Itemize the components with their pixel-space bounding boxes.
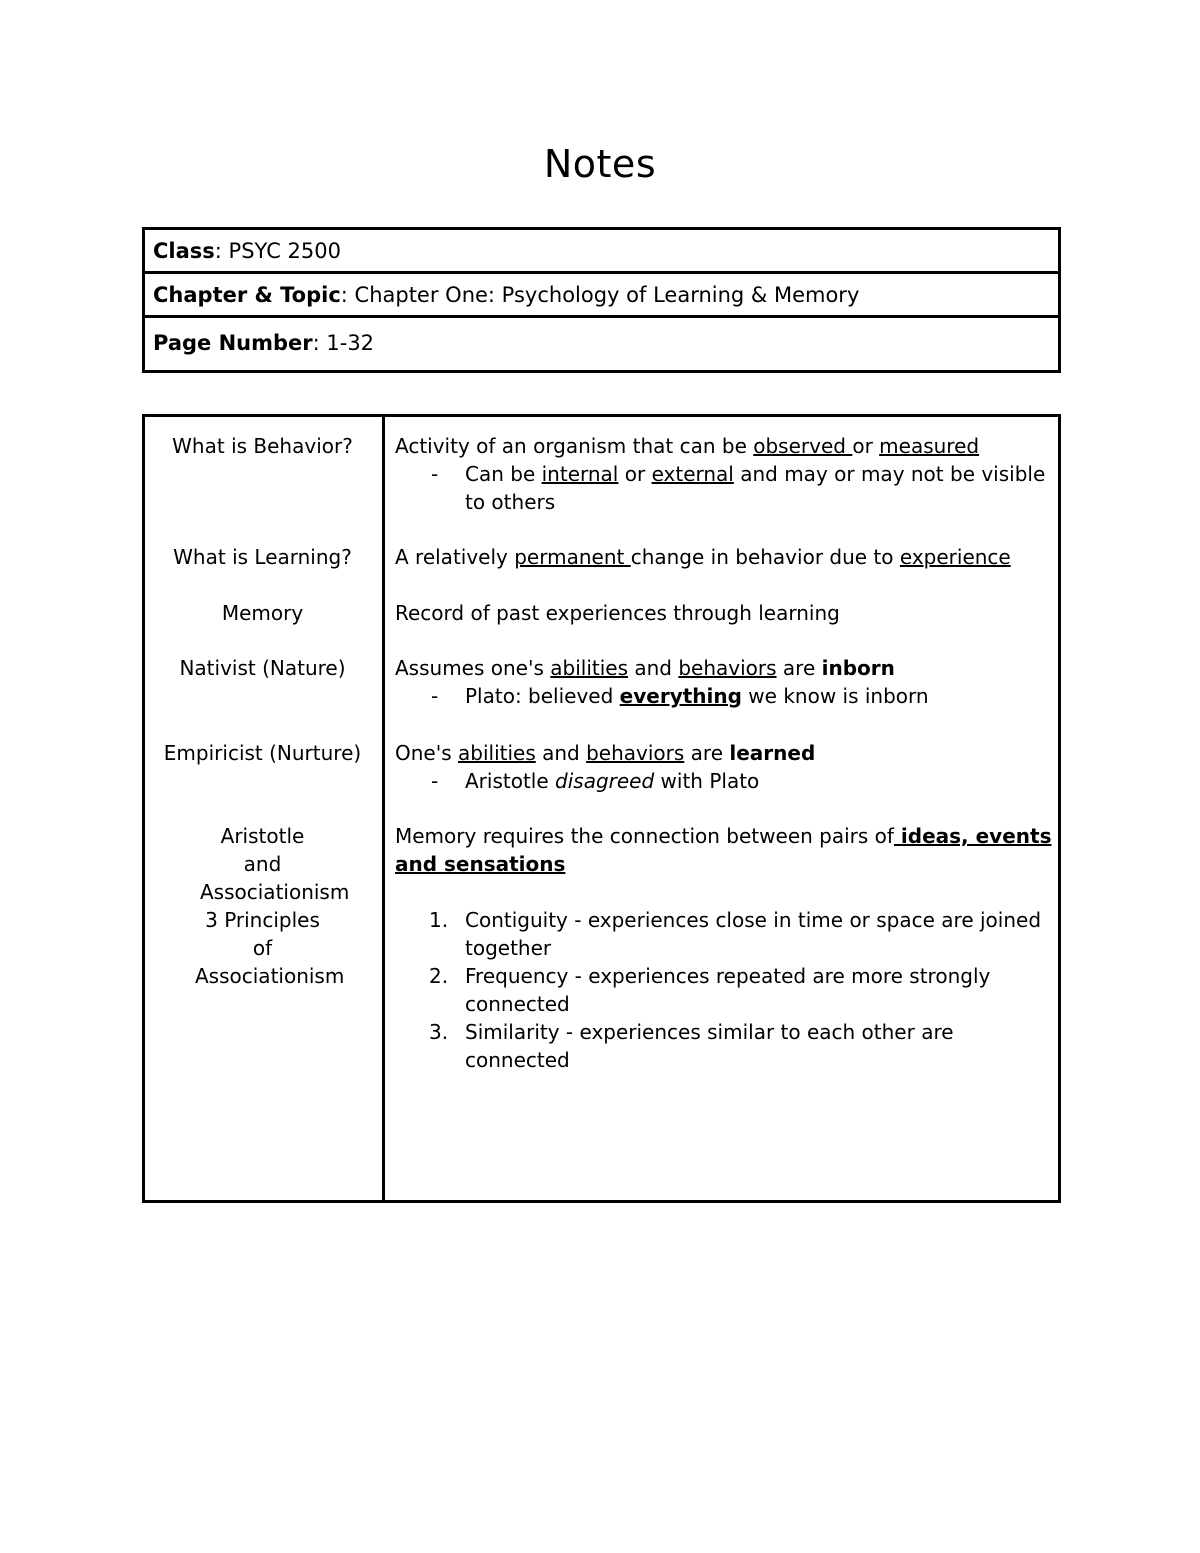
definitions-column: [384, 416, 1060, 1202]
definition-nativist: [395, 654, 1055, 710]
bullet-item: - Can be internal or external and may or may not be visible to others: [431, 462, 1046, 514]
definition-aristotle: Memory requires the connection between pairs of ideas, events and sensations: [395, 824, 1052, 876]
page-number-value: : 1-32: [312, 330, 375, 355]
class-label: Class: [153, 238, 215, 263]
chapter-label: Chapter & Topic: [153, 282, 341, 307]
chapter-row: [144, 273, 1060, 317]
underlined-term: external: [651, 462, 734, 486]
bold-underlined-term: ideas, events and sensations: [395, 824, 1052, 876]
chapter-value: : Chapter One: Psychology of Learning & Memory: [340, 282, 860, 307]
underlined-term: abilities: [550, 656, 629, 680]
definition-line: Activity of an organism that can be observed or measured: [395, 434, 980, 458]
bold-term: inborn: [821, 656, 895, 680]
definition-line: Assumes one's abilities and behaviors are inborn: [395, 656, 895, 680]
term-principles: 3 Principles of Associationism: [195, 908, 345, 988]
bullet-item: - Aristotle disagreed with Plato: [431, 769, 760, 793]
page-title: Notes: [543, 142, 657, 186]
definition-line: One's abilities and behaviors are learned: [395, 741, 816, 765]
numbered-item: 2. Frequency - experiences repeated are more strongly connected: [429, 964, 991, 1016]
definition-learning: A relatively permanent change in behavior due to experience: [395, 545, 1011, 569]
class-value: : PSYC 2500: [214, 238, 341, 263]
definition-memory: Record of past experiences through learning: [395, 601, 840, 625]
term-nativist: Nativist (Nature): [179, 656, 346, 680]
bold-term: learned: [729, 741, 816, 765]
definition-empiricist: [395, 739, 1055, 795]
underlined-term: observed: [753, 434, 853, 458]
term-memory: Memory: [221, 601, 304, 625]
list-number: 3.: [429, 1020, 449, 1044]
page-number-label: Page Number: [153, 330, 313, 355]
underlined-term: internal: [541, 462, 619, 486]
term-behavior: What is Behavior?: [172, 434, 353, 458]
bullet-item: - Plato: believed everything we know is inborn: [431, 684, 929, 708]
class-row: [144, 229, 1060, 273]
definition-principles: [395, 906, 1055, 1074]
term-aristotle: Aristotle and Associationism: [200, 824, 350, 904]
underlined-term: experience: [899, 545, 1011, 569]
notes-table: [142, 414, 1061, 1203]
class-info-table: [142, 227, 1061, 373]
dash-bullet: -: [431, 462, 439, 486]
term-learning: What is Learning?: [173, 545, 352, 569]
bold-underlined-term: everything: [619, 684, 742, 708]
dash-bullet: -: [431, 769, 439, 793]
terms-column: [144, 416, 384, 1202]
definition-behavior: [395, 432, 1055, 516]
underlined-term: permanent: [514, 545, 631, 569]
list-number: 1.: [429, 908, 449, 932]
underlined-term: abilities: [458, 741, 536, 765]
term-empiricist: Empiricist (Nurture): [163, 741, 362, 765]
underlined-term: measured: [879, 434, 980, 458]
dash-bullet: -: [431, 684, 439, 708]
underlined-term: behaviors: [678, 656, 777, 680]
italic-term: disagreed: [555, 769, 655, 793]
numbered-item: 3. Similarity - experiences similar to each other are connected: [429, 1020, 954, 1072]
list-number: 2.: [429, 964, 449, 988]
page-number-row: [144, 317, 1060, 372]
underlined-term: behaviors: [586, 741, 685, 765]
numbered-item: 1. Contiguity - experiences close in time or space are joined together: [429, 908, 1042, 960]
